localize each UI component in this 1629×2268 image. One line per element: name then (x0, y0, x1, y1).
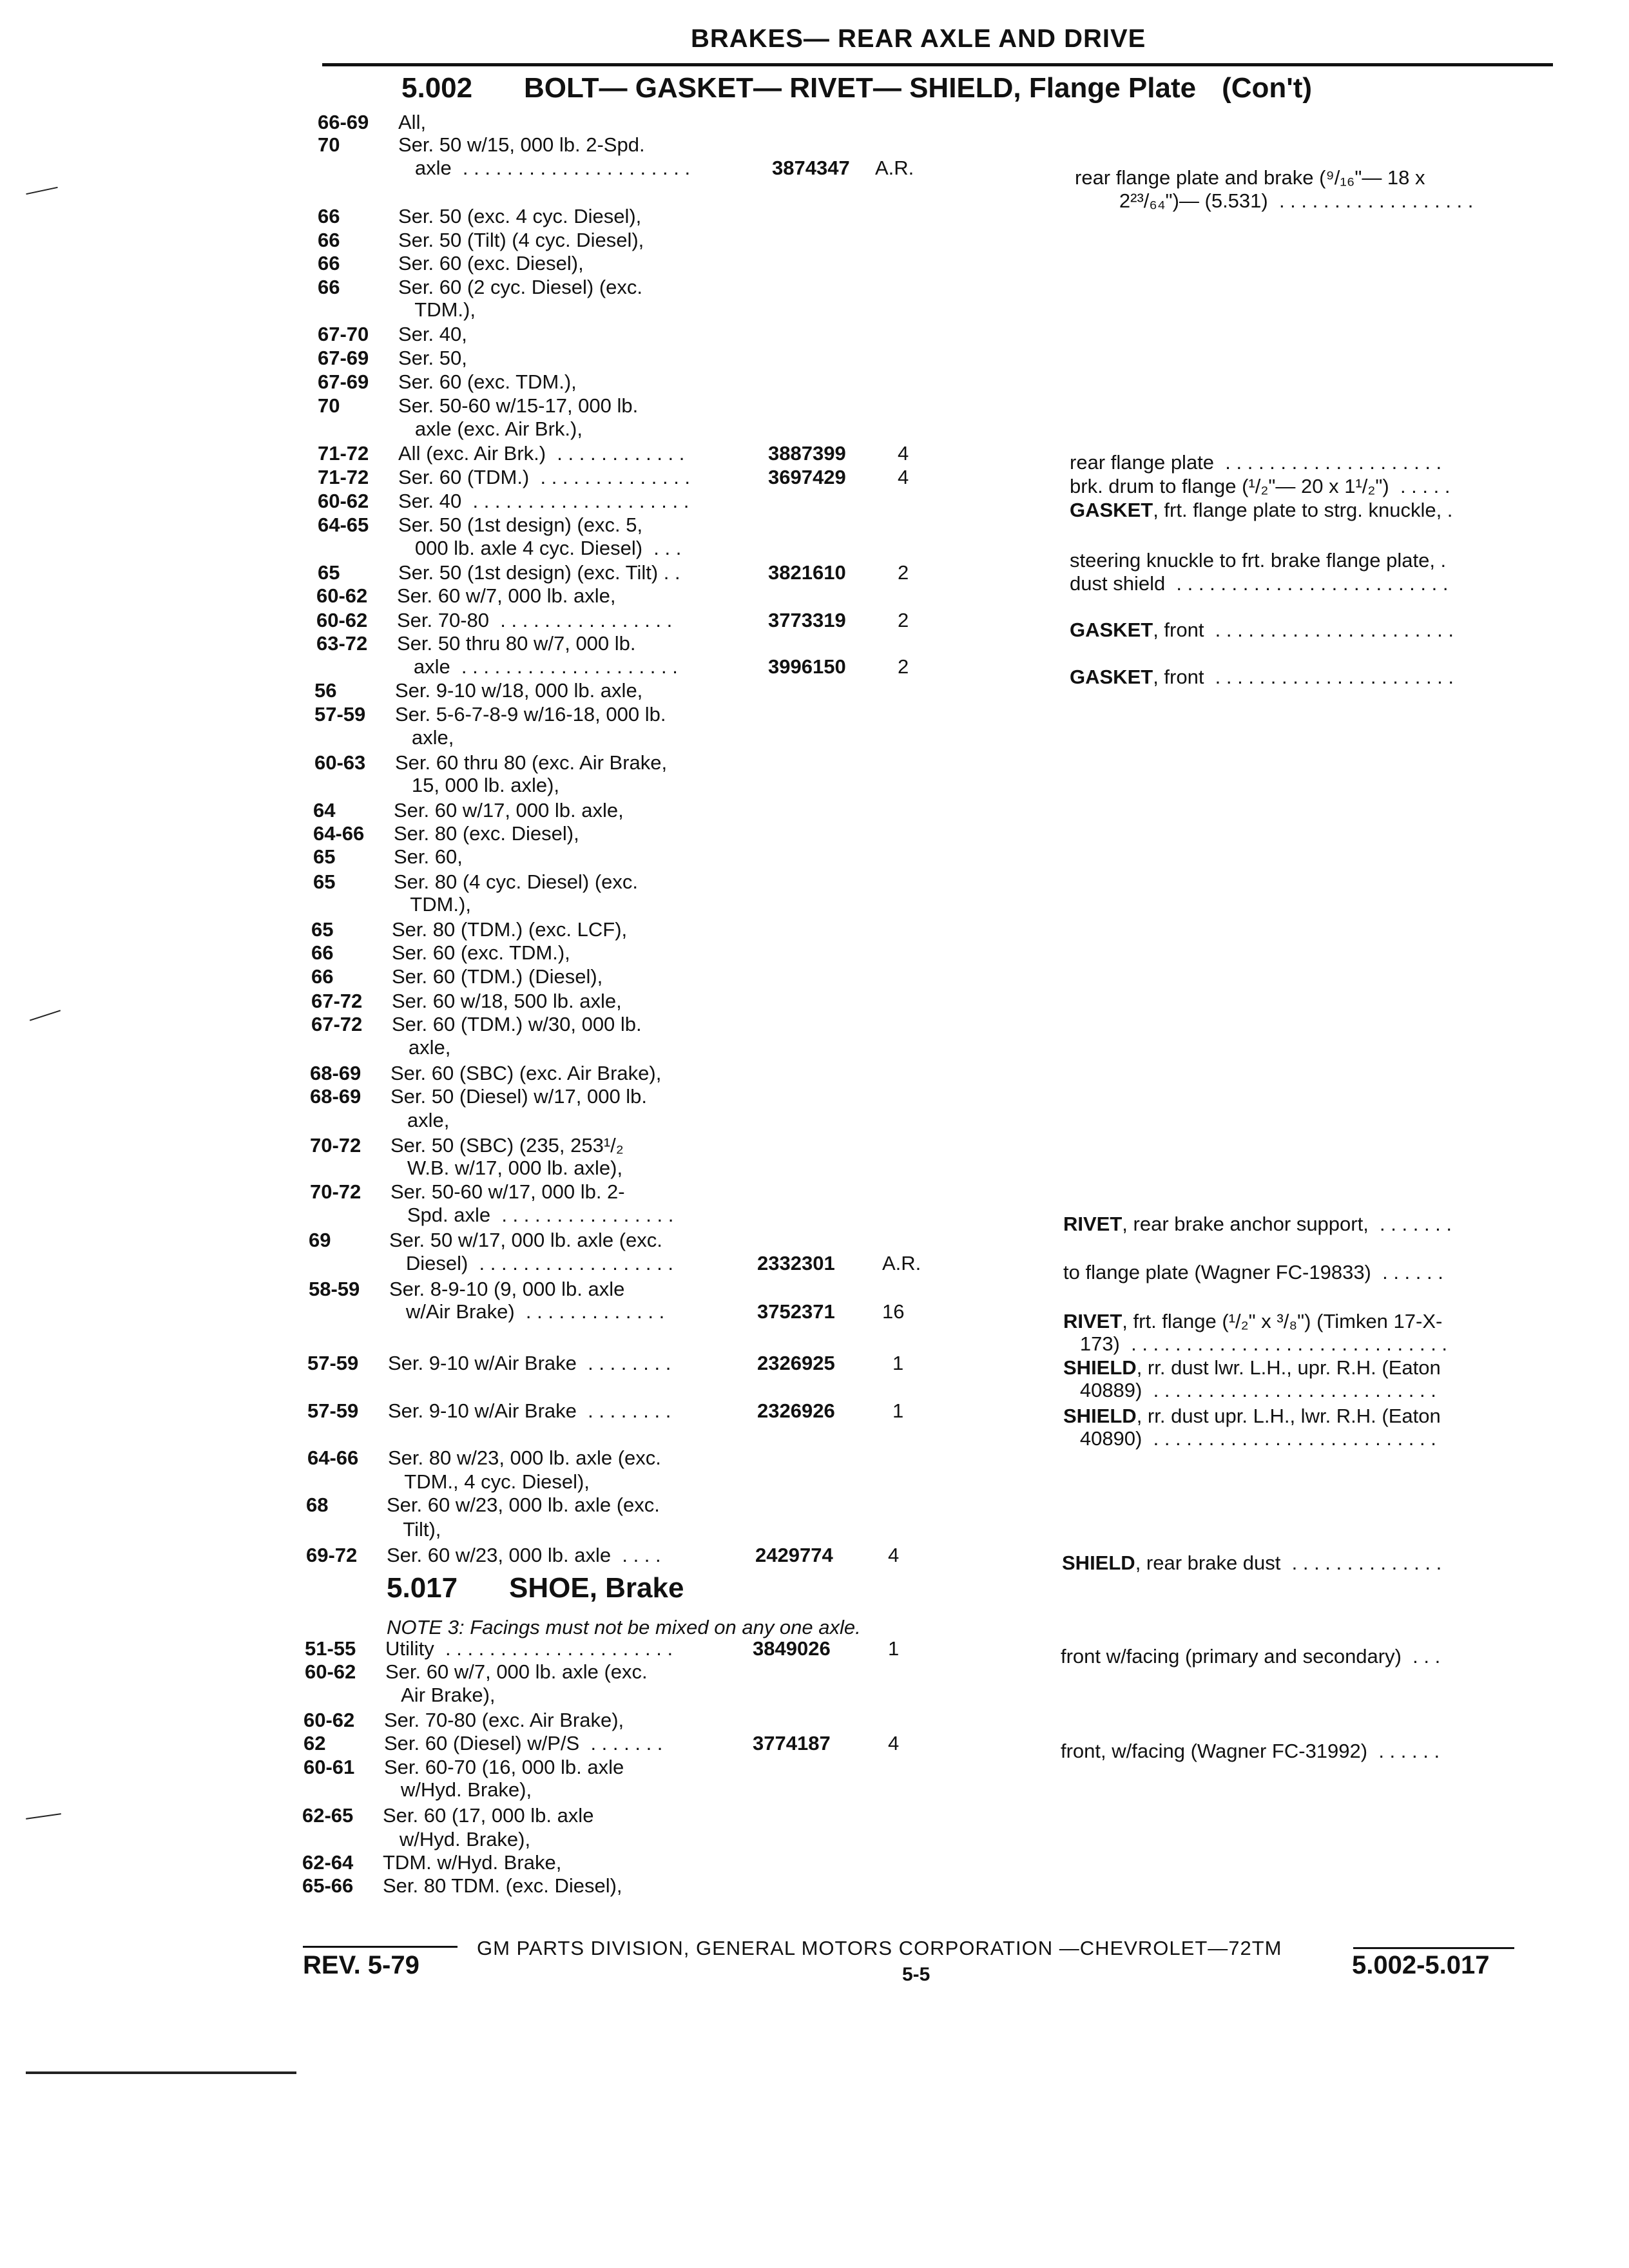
part-description: brk. drum to flange (¹/₂"— 20 x 1¹/₂") . . . . . (1070, 475, 1451, 497)
application-text: Ser. 60 w/23, 000 lb. axle . . . . (387, 1544, 661, 1566)
application-text: axle . . . . . . . . . . . . . . . . . . . . . (398, 157, 691, 179)
application-text: Ser. 50 (Tilt) (4 cyc. Diesel), (398, 229, 644, 251)
model-years: 65 (313, 870, 336, 893)
model-years: 65 (311, 918, 334, 941)
model-years: 57-59 (307, 1352, 359, 1374)
application-text: Ser. 50-60 w/17, 000 lb. 2- (390, 1180, 625, 1203)
application-text: axle, (395, 726, 454, 749)
application-text: Ser. 5-6-7-8-9 w/16-18, 000 lb. (395, 703, 666, 726)
application-text: Ser. 9-10 w/Air Brake . . . . . . . . (388, 1352, 671, 1374)
application-text: Ser. 50-60 w/15-17, 000 lb. (398, 394, 639, 417)
quantity: A.R. (875, 157, 914, 179)
part-number: 2332301 (757, 1252, 835, 1274)
application-text: Ser. 40, (398, 323, 467, 345)
application-text: Ser. 80 w/23, 000 lb. axle (exc. (388, 1446, 661, 1469)
model-years: 67-70 (318, 323, 369, 345)
application-text: Ser. 60 (2 cyc. Diesel) (exc. (398, 276, 643, 298)
part-description: SHIELD, rear brake dust . . . . . . . . . . . . . . (1062, 1552, 1442, 1574)
application-text: Ser. 8-9-10 (9, 000 lb. axle (389, 1278, 625, 1300)
quantity: 4 (898, 442, 909, 465)
scan-edge-mark (26, 1813, 61, 1820)
application-text: Ser. 80 (4 cyc. Diesel) (exc. (394, 870, 639, 893)
model-years: 60-62 (305, 1660, 356, 1683)
application-text: Ser. 70-80 . . . . . . . . . . . . . . . . (397, 609, 673, 631)
application-text: All (exc. Air Brk.) . . . . . . . . . . . . (398, 442, 685, 465)
model-years: 70 (318, 133, 340, 156)
model-years: 60-63 (314, 751, 366, 774)
part-description: 2²³/₆₄")— (5.531) . . . . . . . . . . . . . . . . . . (1075, 189, 1474, 212)
quantity: 2 (898, 655, 909, 678)
application-text: Ser. 50 (Diesel) w/17, 000 lb. (390, 1085, 648, 1108)
application-text: W.B. w/17, 000 lb. axle), (390, 1157, 623, 1179)
model-years: 67-72 (311, 990, 363, 1012)
quantity: 2 (898, 609, 909, 631)
scan-edge-mark (26, 2071, 296, 2074)
model-years: 66 (311, 965, 334, 988)
model-years: 58-59 (309, 1278, 360, 1300)
part-number: 3773319 (768, 609, 846, 631)
model-years: 64 (313, 799, 336, 822)
application-text: TDM., 4 cyc. Diesel), (388, 1470, 590, 1493)
footer-rule-left (303, 1946, 458, 1948)
section-title: SHOE, Brake (509, 1572, 684, 1604)
application-text: Ser. 60 thru 80 (exc. Air Brake, (395, 751, 668, 774)
part-description: steering knuckle to frt. brake flange plate, . (1070, 549, 1447, 572)
model-years: 60-62 (304, 1709, 355, 1731)
application-text: Ser. 50 (1st design) (exc. Tilt) . . (398, 561, 680, 584)
application-text: Ser. 50 thru 80 w/7, 000 lb. (397, 632, 636, 655)
application-text: Ser. 50 (1st design) (exc. 5, (398, 514, 643, 536)
part-description: GASKET, front . . . . . . . . . . . . . . . . . . . . . . (1070, 619, 1454, 641)
application-text: Ser. 60 w/23, 000 lb. axle (exc. (387, 1494, 660, 1516)
part-description: SHIELD, rr. dust upr. L.H., lwr. R.H. (Eaton (1063, 1405, 1441, 1427)
model-years: 67-69 (318, 347, 369, 369)
application-text: Ser. 80 TDM. (exc. Diesel), (383, 1874, 622, 1897)
application-text: axle . . . . . . . . . . . . . . . . . . . . (397, 655, 678, 678)
application-text: Ser. 60, (394, 845, 463, 868)
part-description: RIVET, frt. flange (¹/₂" x ³/₈") (Timken 17-X- (1063, 1310, 1443, 1332)
part-description: rear flange plate . . . . . . . . . . . . . . . . . . . . (1070, 451, 1442, 474)
model-years: 60-61 (304, 1756, 355, 1778)
application-text: TDM.), (394, 893, 471, 916)
application-text: Ser. 60 (exc. Diesel), (398, 252, 584, 274)
quantity: 4 (898, 466, 909, 488)
part-number: 3821610 (768, 561, 846, 584)
application-text: w/Air Brake) . . . . . . . . . . . . . (389, 1300, 665, 1323)
part-description: RIVET, rear brake anchor support, . . . . . . . (1063, 1213, 1452, 1235)
application-text: TDM.), (398, 298, 476, 321)
model-years: 69 (309, 1229, 331, 1251)
section-number: 5.017 (387, 1572, 458, 1604)
part-description: front, w/facing (Wagner FC-31992) . . . . . . (1061, 1740, 1440, 1762)
part-description: front w/facing (primary and secondary) . . . (1061, 1645, 1441, 1667)
application-text: Ser. 9-10 w/Air Brake . . . . . . . . (388, 1399, 671, 1422)
model-years: 67-69 (318, 370, 369, 393)
scan-edge-mark (30, 1010, 61, 1021)
section-continued: (Con't) (1222, 72, 1313, 104)
section-heading-5-017 (387, 1572, 684, 1604)
application-text: Ser. 60 (SBC) (exc. Air Brake), (390, 1062, 662, 1084)
section-number: 5.002 (401, 72, 473, 104)
part-number: 3752371 (757, 1300, 835, 1323)
model-years: 62-64 (302, 1851, 354, 1874)
model-years: 57-59 (314, 703, 366, 726)
model-years: 65 (313, 845, 336, 868)
quantity: 2 (898, 561, 909, 584)
application-text: Ser. 60 w/7, 000 lb. axle (exc. (385, 1660, 648, 1683)
model-years: 66 (318, 229, 340, 251)
application-text: Ser. 50 w/17, 000 lb. axle (exc. (389, 1229, 662, 1251)
model-years: 60-62 (316, 584, 368, 607)
part-description: 40890) . . . . . . . . . . . . . . . . . . . . . . . . . . (1063, 1427, 1436, 1450)
application-text: Utility . . . . . . . . . . . . . . . . . . . . . (385, 1637, 673, 1660)
model-years: 62 (304, 1732, 326, 1754)
part-number: 3887399 (768, 442, 846, 465)
part-number: 2429774 (755, 1544, 833, 1566)
model-years: 69-72 (306, 1544, 358, 1566)
part-description: to flange plate (Wagner FC-19833) . . . . . . (1063, 1261, 1443, 1283)
revision-label: REV. 5-79 (303, 1951, 419, 1979)
part-description: dust shield . . . . . . . . . . . . . . . . . . . . . . . . . (1070, 572, 1449, 595)
application-text: Ser. 60 (exc. TDM.), (392, 941, 570, 964)
application-text: Tilt), (387, 1518, 441, 1541)
application-text: Ser. 60 (exc. TDM.), (398, 370, 577, 393)
model-years: 66 (318, 252, 340, 274)
model-years: 64-66 (313, 822, 365, 845)
application-text: Ser. 60 w/7, 000 lb. axle, (397, 584, 616, 607)
model-years: 66 (318, 276, 340, 298)
application-text: Ser. 60 (17, 000 lb. axle (383, 1804, 594, 1827)
model-years: 68 (306, 1494, 329, 1516)
model-years: 57-59 (307, 1399, 359, 1422)
part-number: 3874347 (772, 157, 850, 179)
part-number: 2326925 (757, 1352, 835, 1374)
application-text: TDM. w/Hyd. Brake, (383, 1851, 562, 1874)
application-text: Ser. 60 (TDM.) (Diesel), (392, 965, 603, 988)
application-text: w/Hyd. Brake), (384, 1778, 532, 1801)
model-years: 51-55 (305, 1637, 356, 1660)
model-years: 71-72 (318, 466, 369, 488)
model-years: 62-65 (302, 1804, 354, 1827)
application-text: Ser. 60 (TDM.) w/30, 000 lb. (392, 1013, 642, 1035)
part-number: 3774187 (753, 1732, 831, 1754)
quantity: 1 (892, 1399, 904, 1422)
footer-rule-right (1353, 1947, 1514, 1949)
application-text: axle, (390, 1109, 450, 1131)
quantity: 16 (882, 1300, 905, 1323)
quantity: 4 (888, 1544, 900, 1566)
quantity: 4 (888, 1732, 900, 1754)
model-years: 65-66 (302, 1874, 354, 1897)
model-years: 68-69 (310, 1085, 361, 1108)
page-header-title: BRAKES— REAR AXLE AND DRIVE (691, 24, 1146, 53)
part-number: 3849026 (753, 1637, 831, 1660)
part-description: SHIELD, rr. dust lwr. L.H., upr. R.H. (Eaton (1063, 1356, 1441, 1379)
part-description: rear flange plate and brake (⁹/₁₆"— 18 x (1075, 166, 1425, 189)
part-number: 2326926 (757, 1399, 835, 1422)
section-note: NOTE 3: Facings must not be mixed on any one axle. (387, 1616, 861, 1639)
application-text: Diesel) . . . . . . . . . . . . . . . . . . (389, 1252, 673, 1274)
application-text: Spd. axle . . . . . . . . . . . . . . . . (390, 1204, 674, 1226)
quantity: A.R. (882, 1252, 921, 1274)
application-text: Ser. 50 (exc. 4 cyc. Diesel), (398, 205, 642, 227)
part-description: GASKET, frt. flange plate to strg. knuckle, . (1070, 499, 1453, 521)
part-description: 40889) . . . . . . . . . . . . . . . . . . . . . . . . . . (1063, 1379, 1436, 1401)
section-title: BOLT— GASKET— RIVET— SHIELD, Flange Plate (524, 72, 1197, 104)
section-heading-5-002 (401, 72, 1312, 104)
application-text: Ser. 40 . . . . . . . . . . . . . . . . . . . . (398, 490, 689, 512)
page-number: 5-5 (902, 1964, 930, 1985)
application-text: Ser. 50, (398, 347, 467, 369)
application-text: 000 lb. axle 4 cyc. Diesel) . . . (398, 537, 682, 559)
part-description: 173) . . . . . . . . . . . . . . . . . . . . . . . . . . . . . (1063, 1332, 1448, 1355)
model-years: 70-72 (310, 1134, 361, 1157)
application-text: Ser. 80 (TDM.) (exc. LCF), (392, 918, 628, 941)
model-years: 67-72 (311, 1013, 363, 1035)
application-text: Ser. 60-70 (16, 000 lb. axle (384, 1756, 624, 1778)
model-years: 68-69 (310, 1062, 361, 1084)
model-years: 66 (318, 205, 340, 227)
application-text: Air Brake), (385, 1684, 496, 1706)
model-years: 65 (318, 561, 340, 584)
scan-edge-mark (26, 187, 57, 195)
footer-publisher: GM PARTS DIVISION, GENERAL MOTORS CORPORATION —CHEVROLET—72TM (477, 1937, 1282, 1959)
application-text: Ser. 80 (exc. Diesel), (394, 822, 579, 845)
part-description: GASKET, front . . . . . . . . . . . . . . . . . . . . . . (1070, 666, 1454, 688)
application-text: Ser. 60 w/17, 000 lb. axle, (394, 799, 624, 822)
model-years: 64-65 (318, 514, 369, 536)
model-years: 64-66 (307, 1446, 359, 1469)
model-years: 60-62 (316, 609, 368, 631)
application-text: All, (398, 111, 427, 133)
application-text: Ser. 50 (SBC) (235, 253¹/₂ (390, 1134, 624, 1157)
part-number: 3697429 (768, 466, 846, 488)
model-years: 66 (311, 941, 334, 964)
model-years: 71-72 (318, 442, 369, 465)
application-text: w/Hyd. Brake), (383, 1828, 531, 1850)
application-text: axle, (392, 1036, 451, 1059)
application-text: Ser. 60 (TDM.) . . . . . . . . . . . . . . (398, 466, 691, 488)
part-number: 3996150 (768, 655, 846, 678)
section-range: 5.002-5.017 (1352, 1951, 1490, 1979)
model-years: 70 (318, 394, 340, 417)
application-text: Ser. 60 w/18, 500 lb. axle, (392, 990, 622, 1012)
model-years: 66-69 (318, 111, 369, 133)
header-rule (322, 63, 1553, 66)
quantity: 1 (892, 1352, 904, 1374)
application-text: Ser. 70-80 (exc. Air Brake), (384, 1709, 624, 1731)
application-text: Ser. 60 (Diesel) w/P/S . . . . . . . (384, 1732, 663, 1754)
application-text: axle (exc. Air Brk.), (398, 418, 583, 440)
model-years: 60-62 (318, 490, 369, 512)
quantity: 1 (888, 1637, 900, 1660)
application-text: 15, 000 lb. axle), (395, 774, 560, 796)
application-text: Ser. 9-10 w/18, 000 lb. axle, (395, 679, 643, 702)
model-years: 63-72 (316, 632, 368, 655)
application-text: Ser. 50 w/15, 000 lb. 2-Spd. (398, 133, 645, 156)
model-years: 56 (314, 679, 337, 702)
model-years: 70-72 (310, 1180, 361, 1203)
